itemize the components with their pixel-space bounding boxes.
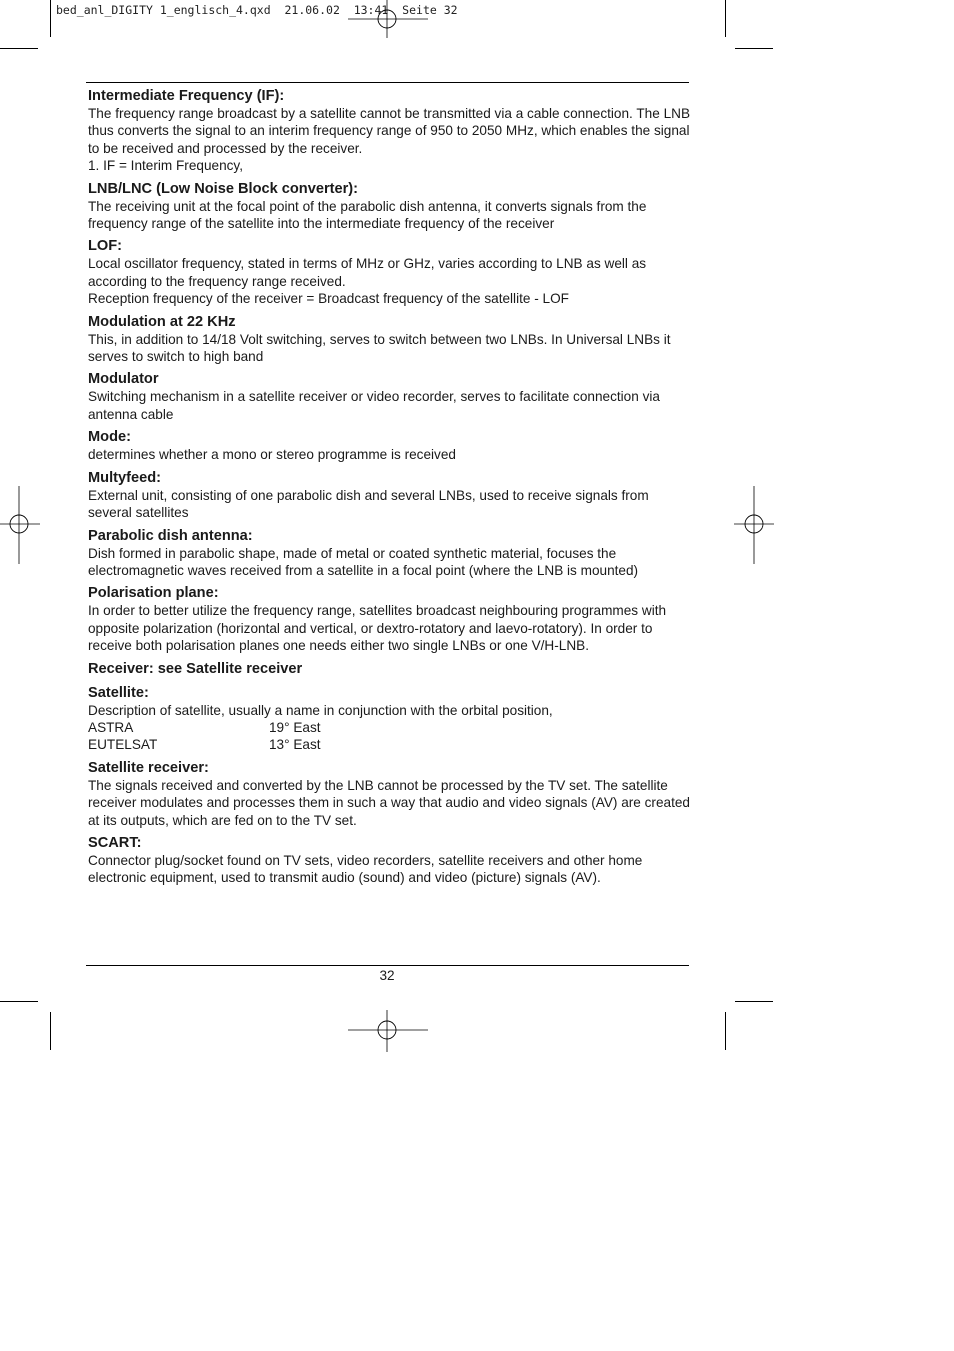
header-rule [86,82,689,83]
satellite-position-row [88,719,694,736]
definition-line: Connector plug/socket found on TV sets, video recorders, satellite receivers and other home electronic equipment, used to transmit audio (sound) and video (picture) signals (AV). [88,852,643,886]
definition-line: Local oscillator frequency, stated in terms of MHz or GHz, varies according to LNB as well as according to the frequency range received. [88,256,647,289]
definition-line: External unit, consisting of one parabolic dish and several LNBs, used to receive signals from several satellites [88,487,649,521]
satellite-name: ASTRA [88,719,134,735]
glossary-entry-receiver [88,660,694,678]
glossary-term: LOF: [88,238,123,255]
glossary-term: SCART: [88,834,142,851]
crop-mark-bottom-left-horizontal [0,1001,38,1002]
glossary-term: Modulator [88,371,159,388]
definition-line: The frequency range broadcast by a satellite cannot be transmitted via a cable connection. The LNB thus converts the signal to an interim frequency range of 950 to 2050 MHz, which enables the signal to be received and processed by the receiver. [88,106,691,156]
glossary-definition [88,105,694,175]
glossary-definition [88,331,694,366]
glossary-term: Satellite receiver: [88,759,209,776]
definition-line: 1. IF = Interim Frequency, [88,158,244,174]
glossary-entry-polarisation-plane [88,584,694,654]
definition-line: Dish formed in parabolic shape, made of metal or coated synthetic material, focuses the electromagnetic waves received from a satellite in a focal point (where the LNB is mounted) [88,545,639,578]
definition-line: determines whether a mono or stereo programme is received [88,447,456,463]
definition-line: Reception frequency of the receiver = Broadcast frequency of the satellite - LOF [88,291,569,307]
footer-rule [86,965,689,966]
glossary-definition [88,446,694,463]
glossary-entry-modulation-22khz [88,313,694,366]
glossary-term: Multyfeed: [88,469,161,486]
glossary-term: Parabolic dish antenna: [88,527,253,544]
glossary-definition [88,255,694,307]
glossary-term: LNB/LNC (Low Noise Block converter): [88,180,359,197]
glossary-definition [88,487,694,522]
glossary-entry-lof [88,237,694,307]
definition-line: The signals received and converted by the LNB cannot be processed by the TV set. The satellite receiver modulates and processes them in such a way that audio and video signals (AV) are created at its outputs, which are fed on to the TV set. [88,777,690,828]
glossary-entry-lnb-lnc [88,180,694,233]
crop-mark-bottom-left-vertical [50,1012,51,1050]
glossary-entry-satellite-receiver [88,759,694,829]
definition-line: The receiving unit at the focal point of the parabolic dish antenna, it converts signals from the frequency range of the satellite into the intermediate frequency of the receiver [88,198,647,232]
glossary-definition [88,602,694,654]
glossary-definition [88,777,694,829]
crop-mark-bottom-right-horizontal [735,1001,773,1002]
print-slug: bed_anl_DIGITY 1_englisch_4.qxd 21.06.02 13:41 Seite 32 [56,3,458,17]
glossary-term: Polarisation plane: [88,585,219,602]
satellite-name: EUTELSAT [88,737,158,753]
glossary-entry-modulator [88,370,694,423]
glossary-definition [88,702,694,719]
crop-mark-bottom-right-vertical [725,1012,726,1050]
glossary-definition [88,388,694,423]
registration-mark-top [348,0,428,40]
glossary-entry-satellite [88,684,694,754]
glossary [88,87,694,892]
registration-mark-bottom [348,1010,428,1052]
crop-mark-top-left-vertical [50,0,51,37]
glossary-entry-scart [88,834,694,887]
definition-line: Description of satellite, usually a name in conjunction with the orbital position, [88,702,553,718]
glossary-term: Mode: [88,429,131,446]
glossary-term: Receiver: see Satellite receiver [88,660,303,677]
crop-mark-top-right-horizontal [735,48,773,49]
definition-line: This, in addition to 14/18 Volt switching, serves to switch between two LNBs. In Universal LNBs it serves to switch to high band [88,331,671,365]
crop-mark-top-left-horizontal [0,48,38,49]
glossary-entry-mode [88,428,694,463]
satellite-orbital-position: 13° East [269,737,321,753]
satellite-orbital-position: 19° East [269,719,321,735]
glossary-entry-intermediate-frequency [88,87,694,175]
satellite-position-row [88,736,694,753]
definition-line: Switching mechanism in a satellite receiver or video recorder, serves to facilitate connection via antenna cable [88,389,660,422]
page-number: 32 [379,968,395,983]
glossary-definition [88,198,694,233]
crop-mark-top-right-vertical [725,0,726,37]
glossary-entry-parabolic-dish-antenna [88,527,694,580]
glossary-term: Intermediate Frequency (IF): [88,88,285,104]
glossary-term: Satellite: [88,684,149,701]
glossary-definition [88,545,694,580]
definition-line: In order to better utilize the frequency range, satellites broadcast neighbouring programmes with opposite polarization (horizontal and vertical, or dextro-rotatory and laevo-rotatory). In order to receive both polarisation planes one needs either two single LNBs or one V/H-LNB. [88,603,667,654]
registration-mark-right [734,486,774,566]
registration-mark-left [0,486,40,566]
glossary-entry-multyfeed [88,469,694,522]
glossary-definition [88,852,694,887]
glossary-term: Modulation at 22 KHz [88,313,236,330]
